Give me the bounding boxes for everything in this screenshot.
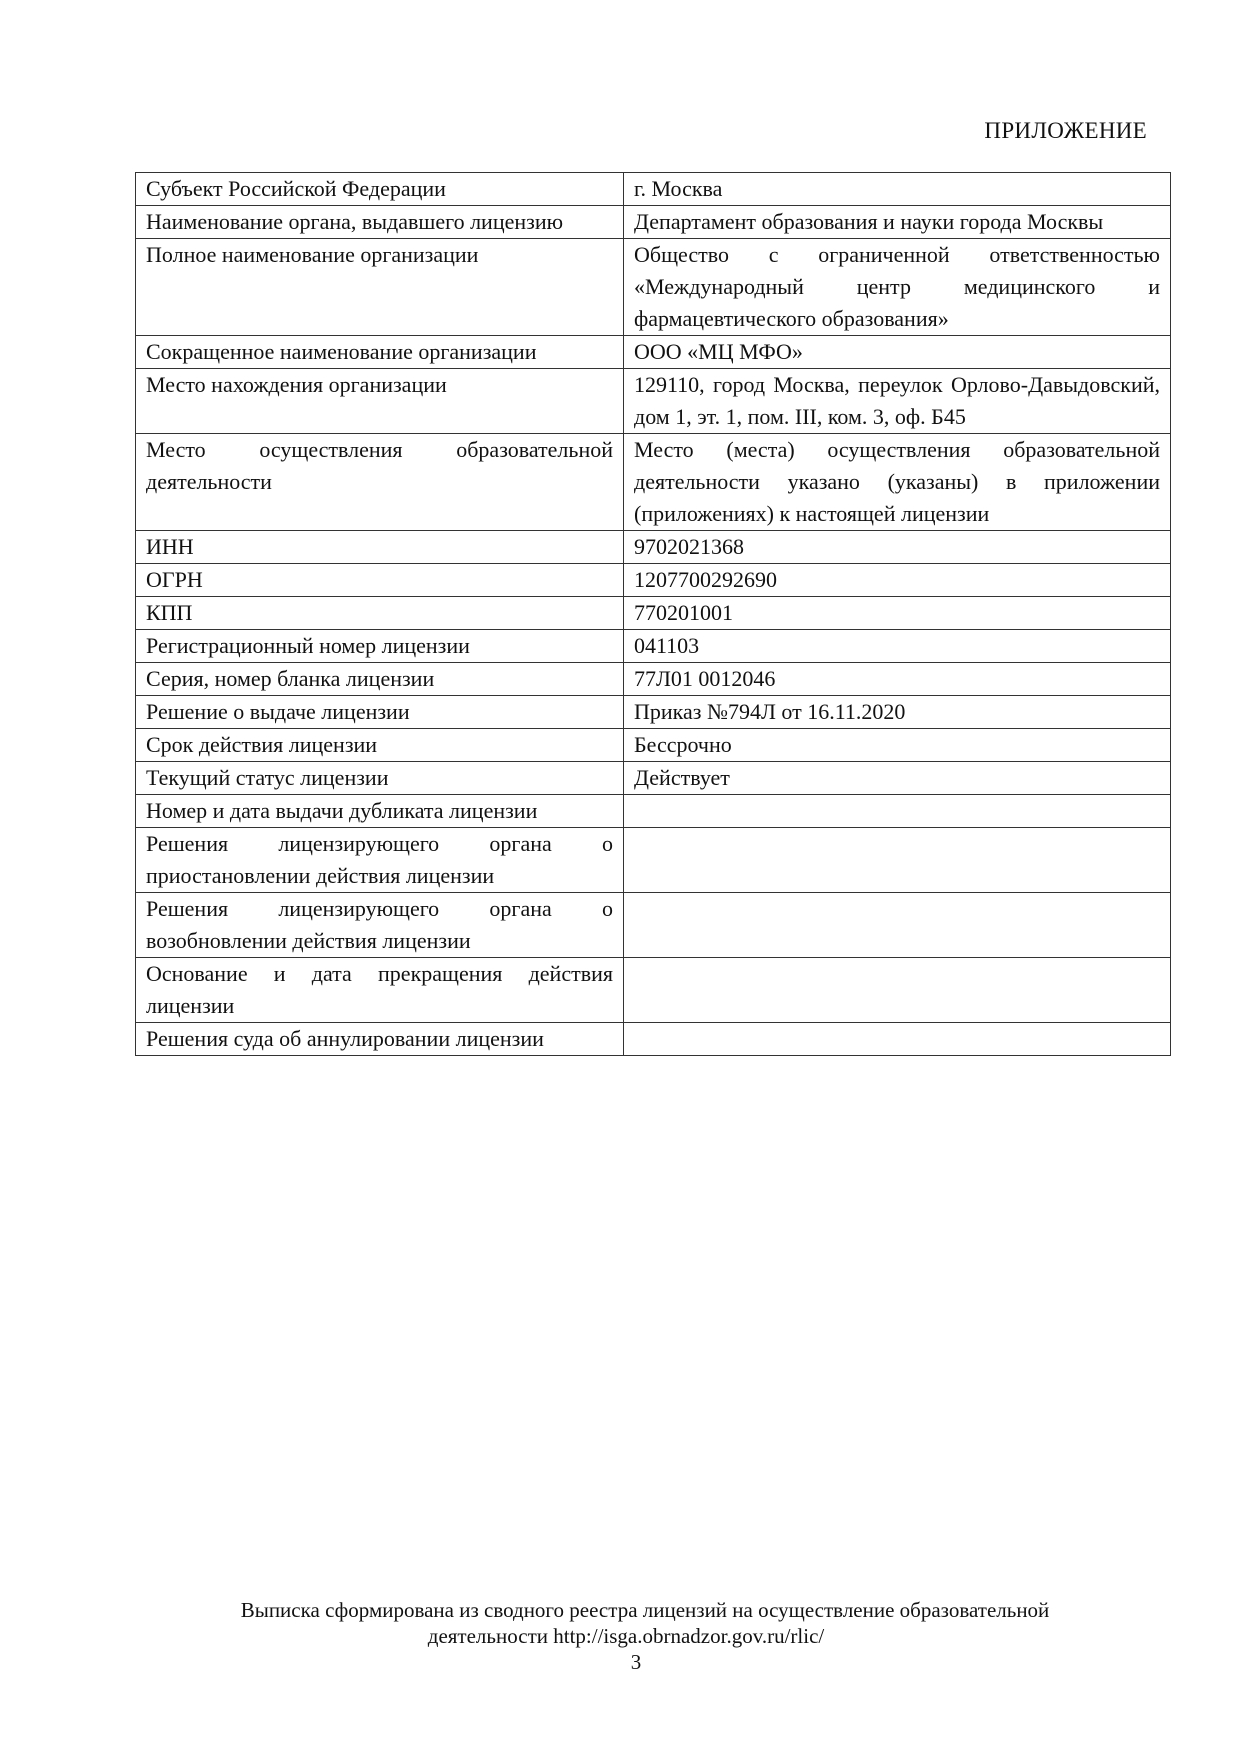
table-row [136,663,1171,696]
table-row [136,239,1171,336]
table-row [136,958,1171,1023]
row-label: ИНН [136,531,624,564]
row-label: Номер и дата выдачи дубликата лицензии [136,795,624,828]
appendix-heading: ПРИЛОЖЕНИЕ [984,118,1147,143]
footer-note-line1: Выписка сформирована из сводного реестра лицензий на осуществление образовательной [240,1598,1050,1622]
table-row [136,434,1171,531]
row-label: Основание и дата прекращения действия лицензии [136,958,624,1023]
table-row [136,369,1171,434]
table-row [136,336,1171,369]
footer-note-line2: деятельности http://isga.obrnadzor.gov.ru/rlic/ [427,1624,825,1648]
row-value: ООО «МЦ МФО» [624,336,1171,369]
row-value [624,795,1171,828]
row-value: Бессрочно [624,729,1171,762]
row-value: 1207700292690 [624,564,1171,597]
row-value: Место (места) осуществления образовательной деятельности указано (указаны) в приложении (приложениях) к настоящей лицензии [624,434,1171,531]
table-row [136,630,1171,663]
table-row [136,729,1171,762]
table-row [136,696,1171,729]
row-label: Полное наименование организации [136,239,624,336]
table-row [136,173,1171,206]
table-row [136,828,1171,893]
row-value [624,1023,1171,1056]
row-value: Приказ №794Л от 16.11.2020 [624,696,1171,729]
table-row [136,564,1171,597]
table-row [136,893,1171,958]
row-label: Текущий статус лицензии [136,762,624,795]
row-label: Решения лицензирующего органа о приостановлении действия лицензии [136,828,624,893]
row-label: Решение о выдаче лицензии [136,696,624,729]
table-row [136,531,1171,564]
row-label: Решения суда об аннулировании лицензии [136,1023,624,1056]
row-value: Действует [624,762,1171,795]
row-label: Место нахождения организации [136,369,624,434]
row-label: Субъект Российской Федерации [136,173,624,206]
table-row [136,795,1171,828]
row-value [624,958,1171,1023]
footer-note [0,1597,1240,1649]
row-value: 041103 [624,630,1171,663]
row-value: г. Москва [624,173,1171,206]
row-label: Сокращенное наименование организации [136,336,624,369]
row-value: 129110, город Москва, переулок Орлово-Давыдовский, дом 1, эт. 1, пом. III, ком. 3, оф. Б45 [624,369,1171,434]
page-number: 3 [630,1650,642,1674]
row-value: Департамент образования и науки города Москвы [624,206,1171,239]
row-label: Место осуществления образовательной деятельности [136,434,624,531]
license-info-table [135,172,1171,1056]
row-label: ОГРН [136,564,624,597]
row-value: 77Л01 0012046 [624,663,1171,696]
row-value: 9702021368 [624,531,1171,564]
row-label: Регистрационный номер лицензии [136,630,624,663]
row-label: Наименование органа, выдавшего лицензию [136,206,624,239]
table-row [136,206,1171,239]
row-value: 770201001 [624,597,1171,630]
table-row [136,597,1171,630]
row-label: Решения лицензирующего органа о возобновлении действия лицензии [136,893,624,958]
row-label: Срок действия лицензии [136,729,624,762]
row-value: Общество с ограниченной ответственностью «Международный центр медицинского и фармацевтического образования» [624,239,1171,336]
row-value [624,893,1171,958]
row-label: КПП [136,597,624,630]
row-label: Серия, номер бланка лицензии [136,663,624,696]
table-row [136,1023,1171,1056]
row-value [624,828,1171,893]
table-row [136,762,1171,795]
